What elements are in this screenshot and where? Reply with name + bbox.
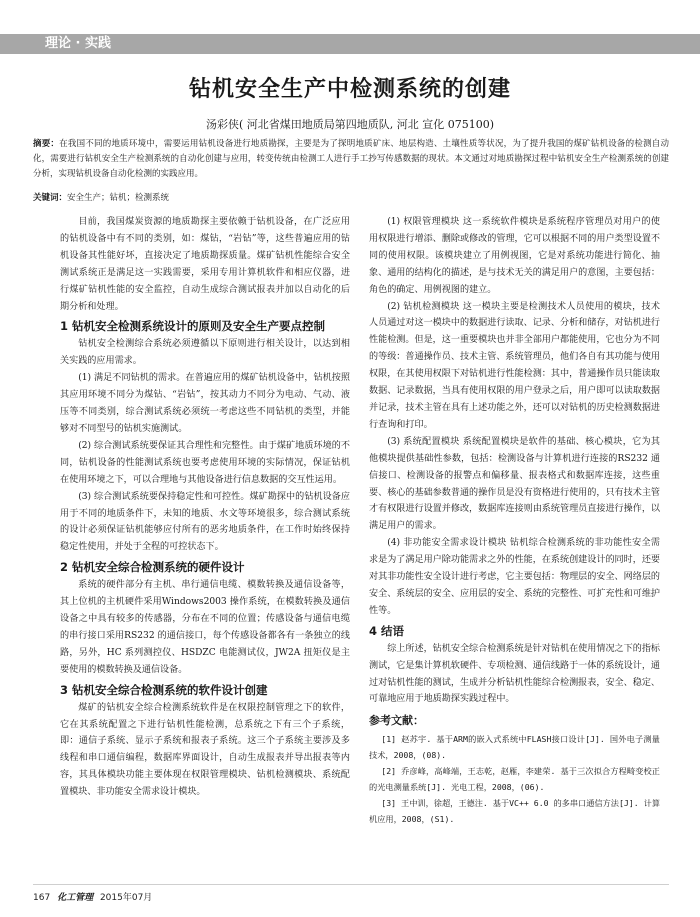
paragraph: (2) 钻机检测模块 这一模块主要是检测技术人员使用的模块，技术人员通过对这一模块中的数据进行读取、记录、分析和储存，对钻机进行性能检测。但是，这一重要模块也并非全部用户都能使用，它也分为不同的等级：普通操作员、技术主管、系统管理员，他们各自有其功能与使用权限，在其使用权限下对钻机进行性能检测：其中，普通操作员只能读取数据、记录数据，当具有使用权限的用户登录之后，用户即可以读取数据并记录，技术主管在具有上述功能之外，还可以对钻机的历史检测数据进行查询和打印。 <box>369 301 661 430</box>
paragraph: 综上所述，钻机安全综合检测系统是针对钻机在使用情况之下的指标测试，它是集计算机软硬件、专项检测、通信线路于一体的系统设计，通过对钻机性能的测试，生成并分析钻机性能综合检测报表，安全、稳定、可靠地应用于地质勘探实践过程中。 <box>369 643 661 705</box>
section-heading-1: 1 钻机安全检测系统设计的原则及安全生产要点控制 <box>60 319 326 334</box>
reference-item: [2] 乔彦峰，高峰端，王志乾，赵雁，李建荣. 基于三次拟合方程畸变校正的光电测量系统[J]. 光电工程，2008，(06). <box>369 766 660 793</box>
paragraph: (1) 权限管理模块 这一系统软件模块是系统程序管理员对用户的使用权限进行增添、删除或修改的管理，它可以根据不同的用户类型设置不同的使用权限。该模块建立了用例视图，它是对系统功能进行简化、抽象、通用的结构化的描述，是与技术无关的满足用户的意图，主要包括：角色的确定、用例视图的建立。 <box>369 217 661 295</box>
footer-divider <box>33 884 669 885</box>
abstract-label: 摘要： <box>33 139 60 149</box>
paragraph: (4) 非功能安全需求设计模块 钻机综合检测系统的非功能性安全需求是为了满足用户除功能需求之外的性能，在系统创建设计的同时，还要对其非功能性安全设计进行考虑，它主要包括：物理层的安全、网络层的安全、系统层的安全、应用层的安全、系统的完整性、可扩充性和可维护性等。 <box>369 538 661 616</box>
paragraph: (1) 满足不同钻机的需求。在普遍应用的煤矿钻机设备中，钻机按照其应用环境不同分为煤钻、“岩钻”，按其动力不同分为电动、气动、液压等不同类别，综合测试系统必须统一考虑这些不同钻机的类型，并能够对不同型号的钻机实施测试。 <box>60 373 350 434</box>
article-title: 钻机安全生产中检测系统的创建 <box>188 77 511 102</box>
keywords-label: 关键词： <box>33 193 68 203</box>
keywords-text: 安全生产；钻机；检测系统 <box>67 193 170 203</box>
issue-date: 2015年07月 <box>99 893 153 903</box>
section-heading-3: 3 钻机安全综合检测系统的软件设计创建 <box>60 682 268 697</box>
paragraph: (2) 综合测试系统要保证其合理性和完整性。由于煤矿地质环境的不同，钻机设备的性能测试系统也要考虑使用环境的实际情况，保证钻机在使用环境之下，可以合理地与其他设备进行信息数据的交互性运用。 <box>60 440 350 485</box>
right-column <box>369 214 660 827</box>
section-heading-4: 4 结语 <box>369 623 405 638</box>
journal-name: 化工管理 <box>57 893 94 903</box>
left-column <box>60 214 350 801</box>
section-band <box>0 34 700 54</box>
paragraph: 煤矿的钻机安全综合检测系统软件是在权限控制管理之下的软件，它在其系统配置之下进行钻机性能检测，总系统之下有三个子系统，即：通信子系统、显示子系统和报表子系统。这三个子系统主要涉及多线程和串口通信编程，数据库界面设计，自动生成报表并导出报表等内容，其具体模块功能主要体现在权限管理模块、钻机检测模块、系统配置模块、非功能安全需求设计模块。 <box>60 702 350 798</box>
page-footer <box>33 890 152 903</box>
references-title: 参考文献： <box>369 714 424 728</box>
paragraph: (3) 系统配置模块 系统配置模块是软件的基础、核心模块，它为其他模块提供基础性参数，包括：检测设备与计算机进行连接的RS232 通信接口、检测设备的报警点和偏移量、报表格式和数据库连接，这些重要、核心的基础参数普通的操作员是没有资格进行使用的，只有技术主管才有权限进行设置并修改，数据库连接则由系统管理员直接进行操作，以满足用户的需求。 <box>369 436 661 532</box>
reference-item: [3] 王中训，徐超，王德注. 基于VC++ 6.0 的多串口通信方法[J]. 计算机应用，2008，(S1). <box>369 798 661 825</box>
paragraph: 钻机安全检测综合系统必须遵循以下原则进行相关设计，以达到相关实践的应用需求。 <box>60 339 350 367</box>
section-heading-2: 2 钻机安全综合检测系统的硬件设计 <box>60 560 245 575</box>
paragraph: (3) 综合测试系统要保持稳定性和可控性。煤矿勘探中的钻机设备应用于不同的地质条件下，未知的地质、水文等环境很多，综合测试系统的设计必须保证钻机能够应付所有的恶劣地质条件，在工作时始终保持稳定性使用，并处于全程的可控状态下。 <box>60 491 350 553</box>
abstract-text: 在我国不同的地质环境中，需要运用钻机设备进行地质勘探，主要是为了探明地质矿床、地层构造、土壤性质等状况，为了提升我国的煤矿钻机设备的检测自动化，需要进行钻机安全生产检测系统的自动化创建与应用，转变传统由检测工人进行手工抄写传感数据的现状。本文通过对地质勘探过程中钻机安全生产检测系统的创建分析，实现钻机设备自动化检测的实践应用。 <box>33 139 669 179</box>
page-number: 167 <box>33 893 51 903</box>
paragraph: 系统的硬件部分有主机、串行通信电缆、模数转换及通信设备等，其上位机的主机硬件采用Windows2003 操作系统，在模数转换及通信设备之中具有较多的传感器，分布在不同的位置；传感设备与通信电缆的串行接口采用RS232 的通信接口，每个传感设备都各有一条独立的线路，另外，HC 系列测控仪、HSDZC 电能测试仪，JW2A 扭矩仪是主要使用的模数转换及通信设备。 <box>60 580 350 675</box>
keywords <box>33 191 669 206</box>
abstract <box>33 137 669 182</box>
intro-paragraph: 目前，我国煤炭资源的地质勘探主要依赖于钻机设备，在广泛应用的钻机设备中有不同的类别，如：煤钻，“岩钻”等，这些普遍应用的钻机设备其性能好坏，直接决定了地质勘探质量。煤矿钻机性能综合安全测试系统正是满足这一实践需要，采用专用计算机软件和相应仪器，进行煤矿钻机性能的安全监控，自动生成综合测试报表并加以自动化的后期分析和处理。 <box>60 217 350 312</box>
section-label: 理论 · 实践 <box>45 36 111 51</box>
author-line: 汤彩侠( 河北省煤田地质局第四地质队, 河北 宣化 075100) <box>205 118 495 131</box>
reference-item: [1] 赵苏宇. 基于ARM的嵌入式系统中FLASH接口设计[J]. 国外电子测量技术，2008，(08). <box>369 734 660 761</box>
